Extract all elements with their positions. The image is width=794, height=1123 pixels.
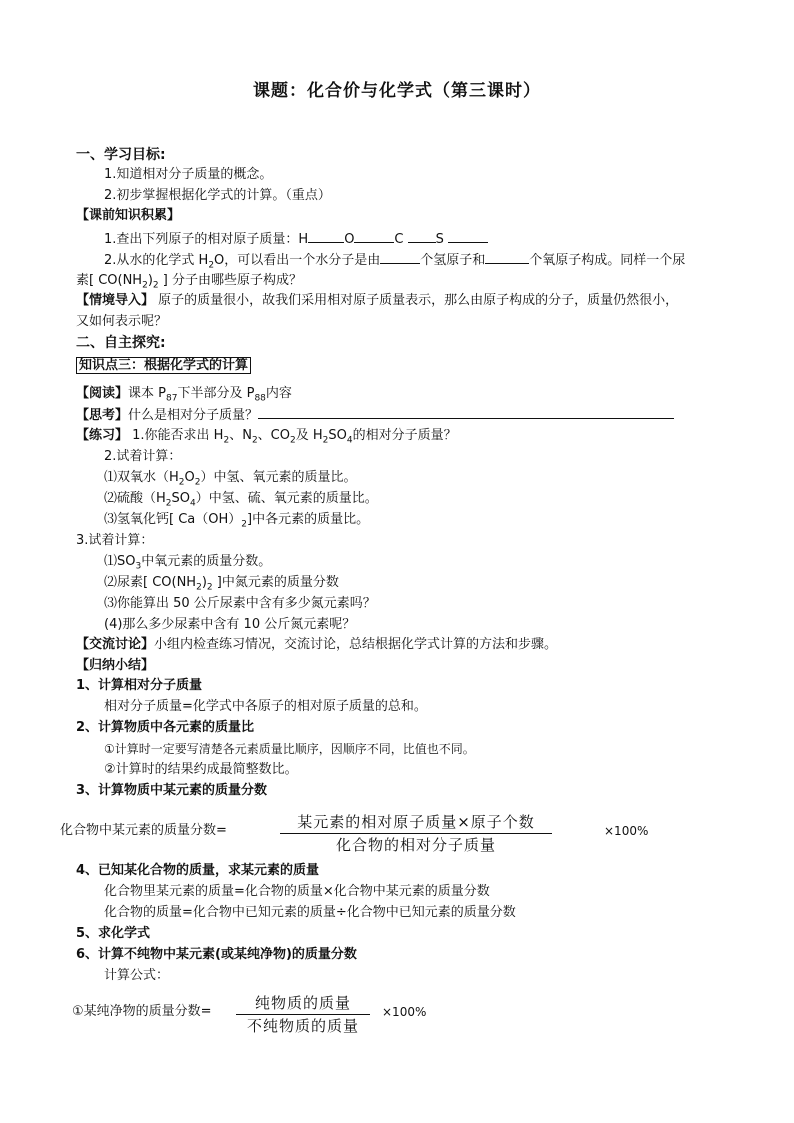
pq1-d: 及 H <box>295 428 323 443</box>
mass-fraction-denominator: 化合物的相对分子质量 <box>335 836 496 854</box>
thinking-label: 【思考】 <box>76 408 129 423</box>
pq1-e: SO <box>328 428 347 443</box>
practice-q3-2 <box>104 574 339 597</box>
section-1-heading: 一、学习目标: <box>76 147 166 163</box>
pq2-3-b: ]中各元素的质量比。 <box>247 512 370 527</box>
page-title: 课题：化合价与化学式（第三课时） <box>253 81 541 101</box>
practice-q1 <box>76 427 457 450</box>
knowledge-point-box <box>76 357 251 375</box>
blank-h[interactable] <box>308 230 344 243</box>
label-s: S <box>435 232 444 247</box>
blank-h-count[interactable] <box>380 251 420 264</box>
pq1-b: 、N <box>229 428 252 443</box>
summary-4-text-1: 化合物里某元素的质量=化合物的质量×化合物中某元素的质量分数 <box>104 884 490 899</box>
practice-q2-3 <box>104 511 369 534</box>
intro-line1 <box>76 292 678 310</box>
pq3-2-b: ) <box>201 575 207 590</box>
pq2-3-a: ⑶氢氧化钙[ Ca（OH） <box>104 512 242 527</box>
subscript: 2 <box>223 435 230 446</box>
summary-4-heading: 4、已知某化合物的质量，求某元素的质量 <box>76 863 320 878</box>
blank-s[interactable] <box>448 230 488 243</box>
prior-q1 <box>104 230 488 249</box>
subscript: 2 <box>178 477 185 488</box>
thinking-answer-blank[interactable] <box>258 406 674 419</box>
subscript: 87 <box>166 393 178 404</box>
summary-heading: 【归纳小结】 <box>76 658 155 673</box>
summary-2-text-1: ①计算时一定要写清楚各元素质量比顺序，因顺序不同，比值也不同。 <box>104 742 475 756</box>
subscript: 3 <box>135 561 142 572</box>
label-h: H <box>298 232 309 247</box>
practice-label: 【练习】 <box>76 428 129 443</box>
mass-fraction-formula <box>280 812 552 855</box>
practice-q2-1 <box>104 469 357 492</box>
q2-text-e: 素[ CO(NH <box>76 273 143 288</box>
practice-q2-2 <box>104 490 378 513</box>
subscript: 88 <box>254 393 266 404</box>
pq2-1-c: ）中氢、氧元素的质量比。 <box>200 470 357 485</box>
subscript: 2 <box>194 477 201 488</box>
subscript: 4 <box>346 435 353 446</box>
mass-fraction-lhs: 化合物中某元素的质量分数= <box>60 823 227 838</box>
section-2-heading: 二、自主探究: <box>76 335 166 351</box>
subscript: 2 <box>196 582 202 593</box>
summary-2-text-2: ②计算时的结果约成最简整数比。 <box>104 762 298 777</box>
summary-2-heading: 2、计算物质中各元素的质量比 <box>76 720 255 735</box>
intro-line2: 又如何表示呢？ <box>76 314 168 329</box>
pq3-2-a: ⑵尿素[ CO(NH <box>104 575 197 590</box>
discuss-text: 小组内检查练习情况，交流讨论，总结根据化学式计算的方法和步骤。 <box>154 637 558 652</box>
reading-text-a: 课本 P <box>128 386 166 401</box>
purity-numerator: 纯物质的质量 <box>254 994 351 1012</box>
label-c: C <box>394 232 404 247</box>
pq1-f: 的相对分子质量？ <box>352 428 457 443</box>
purity-lhs: ①某纯净物的质量分数= <box>72 1004 212 1019</box>
summary-1-text: 相对分子质量=化学式中各原子的相对原子质量的总和。 <box>104 699 427 714</box>
practice-q2: 2.试着计算： <box>104 449 182 464</box>
fraction-bar <box>236 1014 370 1015</box>
discuss-line <box>76 636 557 654</box>
fraction-bar <box>280 833 552 834</box>
q2-text-c: 个氢原子和 <box>420 253 486 268</box>
mass-fraction-percent: ×100% <box>604 824 649 838</box>
blank-o-count[interactable] <box>485 251 529 264</box>
reading-label: 【阅读】 <box>76 386 129 401</box>
subscript: 2 <box>241 519 247 530</box>
pq2-2-c: ）中氢、硫、氧元素的质量比。 <box>195 491 378 506</box>
q2-text-b: O，可以看出一个水分子是由 <box>214 253 381 268</box>
mass-fraction-numerator: 某元素的相对原子质量×原子个数 <box>297 813 535 831</box>
knowledge-point-label: 知识点三：根据化学式的计算 <box>76 357 251 374</box>
q2-text-f: ) <box>147 273 153 288</box>
pq2-2-a: ⑵硫酸（H <box>104 491 166 506</box>
purity-percent: ×100% <box>382 1005 427 1019</box>
thinking-text: 什么是相对分子质量？ <box>128 408 259 423</box>
pq3-1-a: ⑴SO <box>104 554 136 569</box>
prior-knowledge-heading: 【课前知识积累】 <box>76 208 181 223</box>
summary-5-heading: 5、求化学式 <box>76 926 151 941</box>
pq2-1-b: O <box>184 470 195 485</box>
subscript: 2 <box>208 260 215 271</box>
prior-q1-text: 1.查出下列原子的相对原子质量： <box>104 232 299 247</box>
reading-text-c: 内容 <box>265 386 292 401</box>
discuss-label: 【交流讨论】 <box>76 637 155 652</box>
purity-formula <box>236 993 370 1036</box>
summary-1-heading: 1、计算相对分子质量 <box>76 678 203 693</box>
pq2-1-a: ⑴双氧水（H <box>104 470 179 485</box>
blank-c[interactable] <box>408 230 436 243</box>
subscript: 2 <box>142 280 148 291</box>
q2-text-a: 2.从水的化学式 H <box>104 253 209 268</box>
reading-text-b: 下半部分及 P <box>177 386 255 401</box>
objective-1: 1.知道相对分子质量的概念。 <box>104 167 273 182</box>
subscript: 2 <box>206 582 213 593</box>
label-o: O <box>344 232 355 247</box>
purity-denominator: 不纯物质的质量 <box>246 1017 359 1035</box>
summary-6-text: 计算公式： <box>104 968 170 983</box>
reading-line <box>76 385 292 408</box>
summary-6-heading: 6、计算不纯物中某元素(或某纯净物)的质量分数 <box>76 947 357 962</box>
pq2-2-b: SO <box>171 491 190 506</box>
subscript: 4 <box>190 498 196 509</box>
thinking-line <box>76 406 674 425</box>
subscript: 2 <box>152 280 159 291</box>
objective-2: 2.初步掌握根据化学式的计算。（重点） <box>104 188 331 203</box>
blank-o[interactable] <box>354 230 394 243</box>
practice-q3-1 <box>104 553 271 576</box>
pq1-a: 1.你能否求出 H <box>128 428 224 443</box>
summary-3-heading: 3、计算物质中某元素的质量分数 <box>76 783 268 798</box>
summary-4-text-2: 化合物的质量=化合物中已知元素的质量÷化合物中已知元素的质量分数 <box>104 905 516 920</box>
practice-q3-3: ⑶你能算出 50 公斤尿素中含有多少氮元素吗？ <box>104 596 376 611</box>
practice-q3: 3.试着计算： <box>76 533 154 548</box>
subscript: 2 <box>165 498 172 509</box>
pq3-2-c: ]中氮元素的质量分数 <box>212 575 339 590</box>
intro-label: 【情境导入】 <box>76 293 155 308</box>
intro-text: 原子的质量很小，故我们采用相对原子质量表示，那么由原子构成的分子，质量仍然很小， <box>154 293 679 308</box>
pq3-1-b: 中氧元素的质量分数。 <box>141 554 272 569</box>
q2-text-g: ] 分子由哪些原子构成？ <box>158 273 302 288</box>
pq1-c: 、CO <box>257 428 290 443</box>
subscript: 2 <box>289 435 296 446</box>
practice-q3-4: (4)那么多少尿素中含有 10 公斤氮元素呢？ <box>104 617 356 632</box>
q2-text-d: 个氧原子构成。同样一个尿 <box>529 253 686 268</box>
subscript: 2 <box>322 435 329 446</box>
subscript: 2 <box>251 435 258 446</box>
